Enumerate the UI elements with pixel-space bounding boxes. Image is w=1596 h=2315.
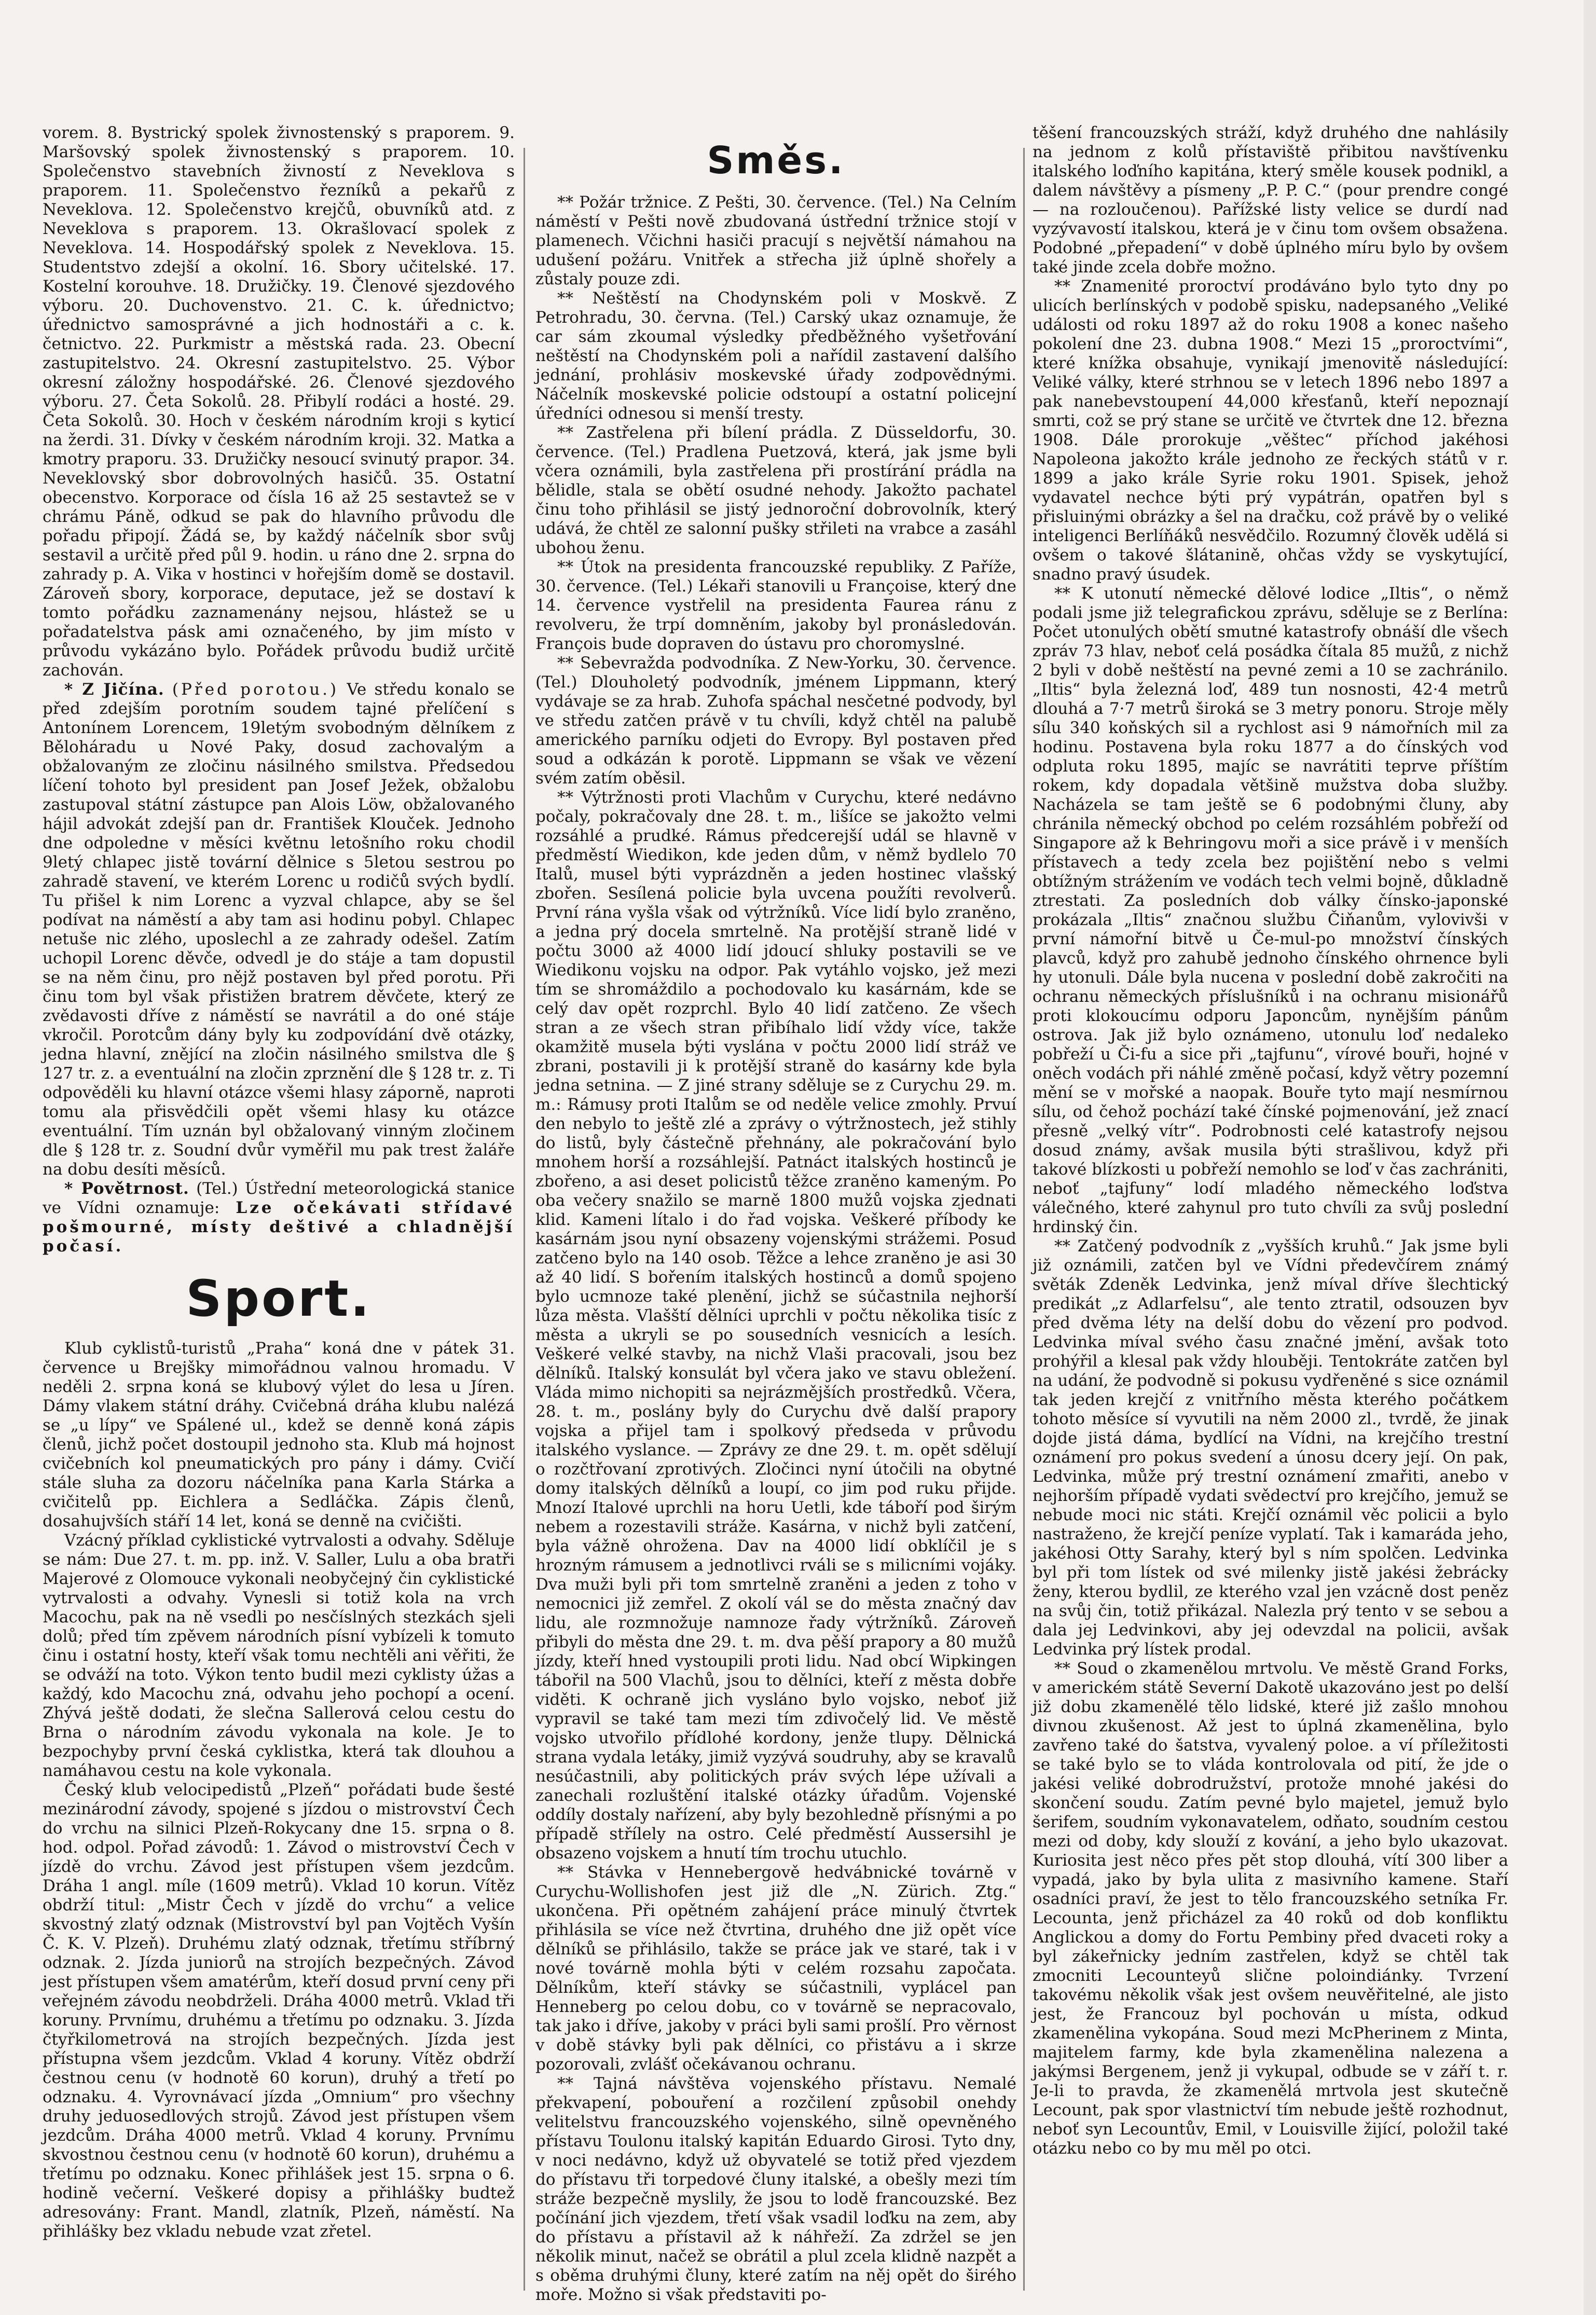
news-item: ** Tajná návštěva vojenského přístavu. Nemalé překvapení, pobouření a rozčilení způsobil onehdy velitelstvu francouzského vojenského, silně opevněného přístavu Toulonu italský kapitán Eduardo Girosi. Tyto dny, v noci nedávno, když už obyvatelé se totiž před vjezdem do přístavu tři torpedové čluny italské, a obešly mezi tím stráže bezpečně myslily, že jsou to lodě francouzské. Bez počínání jich vjezdem, třetí však vsadil loďku na zem, aby do přístavu a přístavil až k náhřeží. Za zdržel se jen několik minut, načež se obrátil a plul zcela klidně nazpět a s oběma druhými čluny, které zatím na něj opět do širého moře. Možno si však představiti po- — [535, 2074, 1016, 2304]
article-body: Ve středu konalo se před zdejším porotním soudem tajné přelíčení s Antonínem Lorencem, 19letým svobodným dělníkem z Běloháradu u Nové Paky, dosud zachovalým a obžalovaným ze zločinu násilného smilstva. Předsedou líčení tohoto byl president pan Josef Ježek, obžalobu zastupoval státní zástupce pan Alois Löw, obžalovaného hájil advokát zdejší pan dr. František Klouček. Jednoho dne odpoledne v měsíci květnu letošního roku chodil 9letý chlapec jistě tovární dělnice s 5letou sestrou po zahradě stavení, ve kterém Lorenc u rodičů svých bydlí. Tu přišel k nim Lorenc a vyzval chlapce, aby se šel podívat na náměstí a aby tam asi hodinu pobyl. Chlapec netuše nic zlého, uposlechl a ze zahrady odešel. Zatím uchopil Lorenc děvče, odvedl je do stáje a tam dopustil se na něm činu, pro nějž postaven byl před porotu. Při činu tom byl však přistižen bratrem děvčete, který ze zvědavosti dříve z náměstí se navrátil a do oné stáje vkročil. Porotcům dány byly ku zodpovídání dvě otázky, jedna hlavní, znějící na zločin násilného smilstva dle § 127 tr. z. a eventuální na zločin zprznění dle § 128 tr. z. Ti odpověděli ku hlavní otázce všemi hlasy záporně, naproti tomu ala přisvědčili opět všemi hlasy ku otázce eventuální. Tím uznán byl obžalovaný vinným zločinem dle § 128 tr. z. Soudní dvůr vyměřil mu pak trest žaláře na dobu desíti měsíců. — [43, 680, 515, 1179]
section-heading-sport: Sport. — [186, 1270, 372, 1328]
article-title: * Z Jičína. — [64, 680, 164, 699]
section-heading-smes: Směs. — [707, 139, 845, 182]
column-middle — [535, 123, 1016, 2304]
news-item: ** Výtržnosti proti Vlachům v Curychu, které nedávno počaly, pokračovaly dne 28. t. m., lišíce se jakožto velmi rozsáhlé a prudké. Rámus předcerejší udál se hlavně v předměstí Wiedikon, kde jeden dům, v němž bydlelo 70 Italů, musel býti vyprázdněn a jeden hostinec vlašský zbořen. Sesílená policie byla uvcena použíti revolverů. První rána vyšla však od výtržníků. Více lidí bylo zraněno, a jedna prý docela smrtelně. Na protější straně lidé v počtu 3000 až 4000 lidí jdoucí shluky postavili se ve Wiedikonu vojsku na odpor. Pak vytáhlo vojsko, jež mezi tím se shromáždilo a pochodovalo ku kasárnám, kde se celý dav opět rozprchl. Bylo 40 lidí zatčeno. Ze všech stran a ze všech stran přibíhalo lidí vždy více, takže okamžitě musela býti vyslána v počtu 2000 lidí stráž ve zbrani, postavili ji k protější straně do kasárny kde byla jedna setnina. — Z jiné strany sděluje se z Curychu 29. m. m.: Rámusy proti Italům se od neděle velice zmohly. Prvuí den nebylo to ještě zlé a zprávy o výtržnostech, jež stihly do listů, byly částečně přehnány, ale pokračování bylo mnohem horší a rozsáhlejší. Patnáct italských hostinců je zbořeno, a asi deset policistů těžce zraněno kameným. Po oba večery snažilo se marně 1800 mužů vojska zjednati klid. Kameni lítalo i do řad vojska. Veškeré příbody ke kasárnám jsou nyní obsazeny vojenskými strážemi. Posud zatčeno bylo na 140 osob. Těžce a lehce zraněno je asi 30 až 40 lidí. S bořením italských hostinců a domů spojeno bylo ucmnoze také plenění, jichž se súčastnila nejhorší lůza města. Vlašští dělníci uprchli v počtu několika tisíc z města a ukryli se po sousedních vesnicích a lesích. Veškeré velké stavby, na nichž Vlaši pracovali, jsou bez dělníků. Italský konsulát byl včera jako ve stavu obležení. Vláda mimo nichopiti sa nejrázmějších prostředků. Včera, 28. t. m., poslány byly do Curychu dvě další prapory vojska a přijel tam i spolkový předseda v průvodu italského vyslance. — Zprávy ze dne 29. t. m. opět sdělují o rozčtřovaní zprotivých. Zločinci nyní útočili na obytné domy italských dělníků a loupí, co jim pod ruku přijde. Mnozí Italové uprchli na horu Uetli, kde táboří pod širým nebem a rozestavili stráže. Kasárna, v nichž byli zatčení, byla vážně ohrožena. Dav na 4000 lidí obklíčil je s hrozným rámusem a jednotlivci rváli se s milicními vojáky. Dva muži byli při tom smrtelně zraněni a jeden z toho v nemocnici již zemřel. Z okolí vál se do města značný dav lidu, ale rozmnožuje namnoze řady výtržníků. Zároveň přibyli do města dne 29. t. m. dva pěší prapory a 80 mužů jízdy, kteří hned vystoupili proti lidu. Nad obcí Wipkingen tábořil na 500 Vlachů, jsou to dělníci, kteří z města dobře viděti. K ochraně jich vysláno bylo vojsko, neboť již vypravil se také tam mezi tím zdivočelý lid. Ve městě vojsko utvořilo přídlohé kordony, jenže tlupy. Dělnická strana vydala letáky, jimiž vyzývá soudruhy, aby se kravalů nesúčastnili, aby politických práv svých lépe užívali a zanechali rozluštění italské otázky úřadům. Vojenské oddíly dostaly nařízení, aby byly bezohledně přísnými a po případě střílely na ostro. Celé předměstí Aussersihl je obsazeno vojskem a hnutí tím trochu utuchlo. — [535, 788, 1016, 1863]
column-rule — [524, 148, 525, 2291]
news-item: ** K utonutí německé dělové lodice „Iltis“, o němž podali jsme již telegrafickou zprávu, sděluje se z Berlína: Počet utonulých obětí smutné katastrofy obnáší dle všech zpráv 73 hlav, neboť celá posádka čítala 85 mužů, z nichž 2 byli v době neštěstí na pevné zemi a 10 se zachránilo. „Iltis“ byla železná loď, 489 tun nosnosti, 42·4 metrů dlouhá a 7·7 metrů široká se 3 metry ponoru. Stroje měly sílu 340 koňských sil a rychlost asi 9 námořních mil za hodinu. Postavena byla roku 1877 a do čínských vod odpluta roku 1895, majíc se navrátiti teprve příštím rokem, kdy dopadala většině mužstva doba služby. Nacházela se tam ještě se 6 podobnými čluny, aby chránila německý obchod po celém rozsáhlém pobřeží od Singapore až k Behringovu moři a sice právě i v menších přístavech a tedy zcela bez pojištění nebo s velmi obtížným strážením ve vodách tech velmi bojně, důkladně ztrestati. Za posledních dob války čínsko-japonské prokázala „Iltis“ značnou službu Čiňanům, vylovivši v první námořní bitvě u Če-mul-po množství čínských plavců, když pro zahubě jednoho čínského ohrnence byli hy utonuli. Dále byla nucena v poslední době zakročiti na ochranu německých příslušníků i na ochranu misionářů proti klokoucímu odporu Japoncům, nynějším pánům ostrova. Jak již bylo oznámeno, utonulu loď nedaleko pobřeží u Či-fu a sice při „tajfunu“, vírové bouři, hojné v oněch vodách při náhlé změně počasí, když větry pozemní mění se v mořské a naopak. Bouře tyto mají nesmírnou sílu, od čehož pochází také čínské pojmenování, jež znací přesně „velký vítr“. Podrobnosti celé katastrofy nejsou dosud známy, avšak musila býti strašlivou, když při takové blízkosti u pobřeží nemohlo se loď v čas zachrániti, neboť „tajfuny“ lodí mladého německého loďstva válečného, které zahynul pro tuto chvíli za svůj poslední hrdinský čin. — [1033, 584, 1508, 1236]
news-item: ** Sebevražda podvodníka. Z New-Yorku, 30. července. (Tel.) Dlouholetý podvodník, jménem Lippmann, který vydávaje se za hrab. Zuhofa spáchal nesčetné podvody, byl ve středu zatčen právě v tu chvíli, když chtěl na palubě amerického parníku odjeti do Evropy. Byl postaven před soud a odkázán k porotě. Lippmann se však ve vězení svém zatím oběsil. — [535, 654, 1016, 788]
article-z-jicina — [43, 680, 515, 1179]
column-right — [1033, 123, 1508, 2277]
news-item: těšení francouzských stráží, když druhého dne nahlásily na jednom z kolů přístaviště přibitou navštívenku italského loďního kapitána, který směle kousek podnikl, a dalem návštěvy a písmeny „P. P. C.“ (pour prendre congé — na rozloučenou). Pařížské listy velice se durdí nad vyzývavostí italskou, která je v činu tom ovšem obsažena. Podobné „přepadení“ v době úplného míru bylo by ovšem také jinde zcela dobře možno. — [1033, 123, 1508, 277]
news-item: ** Požár tržnice. Z Pešti, 30. července. (Tel.) Na Celním náměstí v Pešti nově zbudovaná ústřední tržnice stojí v plamenech. Včichni hasiči pracují s největší námahou na udušení požáru. Vnitřek a střecha již úplně shořely a zůstaly pouze zdi. — [535, 193, 1016, 288]
column-left — [43, 123, 515, 2277]
article-body: (Tel.) Ústřední meteorologická stanice ve Vídni oznamuje: — [43, 1179, 515, 1217]
sport-article: Vzácný příklad cyklistické vytrvalosti a odvahy. Sděluje se nám: Due 27. t. m. pp. inž. V. Saller, Lulu a oba bratři Majerové z Olomouce vykonali neobyčejný čin cyklistické vytrvalosti a odvahy. Vynesli si totiž kola na vrch Macochu, pak na ně vsedli po nesčíslných stezkách sjeli dolů; před tím zpěvem národních písní vybízeli k tomuto činu i ostatní hosty, kteří však tomu nechtěli ani věřiti, že se odváží na toto. Výkon tento budil mezi cyklisty úžas a každý, kdo Macochu zná, odvahu jeho pochopí a ocení. Zhývá ještě dodati, že slečna Sallerová celou cestu do Brna o národním závodu vykonala na kole. Je to bezpochyby první česká cyklistka, která tak dlouhou a namáhavou cestu na kole vykonala. — [43, 1531, 515, 1780]
sport-article: Český klub velocipedistů „Plzeň“ pořádati bude šesté mezinárodní závody, spojené s jízdou o mistrovství Čech do vrchu na silnici Plzeň-Rokycany dne 15. srpna o 8. hod. odpol. Pořad závodů: 1. Závod o mistrovství Čech v jízdě do vrchu. Závod jest přístupen všem jezdcům. Dráha 1 angl. míle (1609 metrů). Vklad 10 korun. Vítěz obdrží titul: „Mistr Čech v jízdě do vrchu“ a velice skvostný zlatý odznak (Mistrovství byl pan Vojtěch Vyšín Č. K. V. Plzeň). Druhému zlatý odznak, třetímu stříbrný odznak. 2. Jízda juniorů na strojích bezpečných. Závod jest přístupen všem amatérům, kteří dosud první ceny při veřejném závodu neobdrželi. Dráha 4000 metrů. Vklad tři koruny. Prvnímu, druhému a třetímu po odznaku. 3. Jízda čtyřkilometrová na strojích bezpečných. Jízda jest přístupna všem jezdcům. Vklad 4 koruny. Vítěz obdrží čestnou cenu (v hodnotě 60 korun), druhý a třetí po odznaku. 4. Vyrovnávací jízda „Omnium“ pro všechny druhy jeduosedlových strojů. Závod jest přístupen všem jezdcům. Dráha 4000 metrů. Vklad 4 koruny. Prvnímu skvostnou čestnou cenu (v hodnotě 60 korun), druhému a třetímu po odznaku. Konec přihlášek jest 15. srpna o 6. hodině večerní. Veškeré dopisy a přihlášky budtež adresovány: Frant. Mandl, zlatník, Plzeň, náměstí. Na přihlášky bez vkladu nebude vzat zřetel. — [43, 1781, 515, 2241]
news-item: ** Útok na presidenta francouzské republiky. Z Paříže, 30. července. (Tel.) Lékaři stanovili u Françoise, který dne 14. července vystřelil na presidenta Faurea ránu z revolveru, že trpí domněním, jakoby byl pronásledován. François bude dopraven do ústavu pro choromyslné. — [535, 558, 1016, 653]
article-weather — [43, 1179, 515, 1256]
article-subtitle: (Před porotou.) — [172, 680, 339, 699]
news-item: ** Zastřelena při bílení prádla. Z Düsseldorfu, 30. července. (Tel.) Pradlena Puetzová, která, jak jsme byli včera oznámili, byla zastřelena při prostírání prádla na bělidle, stala se obětí osudné nehody. Jakožto pachatel činu toho přihlásil se jistý jednoroční dobrovolník, který udává, že chtěl ze salonní pušky střileti na vrabce a zasáhl ubohou ženu. — [535, 423, 1016, 557]
article-title: * Povětrnost. — [64, 1179, 189, 1198]
sport-article: Klub cyklistů-turistů „Praha“ koná dne v pátek 31. července u Brejšky mimořádnou valnou hromadu. V neděli 2. srpna koná se klubový výlet do lesa u Jíren. Dámy vlakem státní dráhy. Cvičebná dráha klubu nalézá se „u lípy“ ve Spálené ul., kdež se denně koná zápis členů, jichž počet dostoupil jednoho sta. Klub má hojnost cvičebních kol pneumatických pro pány i dámy. Cvičí stále sluha za dozoru náčelníka pana Karla Stárka a cvičitelů pp. Eichlera a Sedláčka. Zápis členů, dosahujvších stáří 14 let, koná se denně na cvičišti. — [43, 1339, 515, 1531]
procession-order-text: vorem. 8. Bystrický spolek živnostenský s praporem. 9. Maršovský spolek živnostenský s praporem. 10. Společenstvo stavebních živností z Neveklova s praporem. 11. Společenstvo řezníků a pekařů z Neveklova. 12. Společenstvo krejčů, obuvníků atd. z Neveklova s praporem. 13. Okrašlovací spolek z Neveklova. 14. Hospodářský spolek z Neveklova. 15. Studentstvo zdejší a okolní. 16. Sbory učitelské. 17. Kostelní korouhve. 18. Družičky. 19. Členové sjezdového výboru. 20. Duchovenstvo. 21. C. k. úřednictvo; úřednictvo samosprávné a jich hodnostáři a c. k. četnictvo. 22. Purkmistr a městská rada. 23. Obecní zastupitelstvo. 24. Okresní zastupitelstvo. 25. Výbor okresní záložny hospodářské. 26. Členové sjezdového výboru. 27. Četa Sokolů. 28. Přibylí rodáci a hosté. 29. Četa Sokolů. 30. Hoch v českém národním kroji s kyticí na žerdi. 31. Dívky v českém národním kroji. 32. Matka a kmotry praporu. 33. Družičky nesoucí svinutý prapor. 34. Neveklovský sbor dobrovolných hasičů. 35. Ostatní obecenstvo. Korporace od čísla 16 až 25 sestavtež se v chrámu Páně, odkud se pak do hlavního průvodu dle pořadu připojí. Žádá se, by každý náčelník sbor svůj sestavil a určitě před půl 9. hodin. u ráno dne 2. srpna do zahrady p. A. Vika v hostinci v hořejším domě se dostavil. Zároveň sbory, korporace, deputace, jež se dostaví k tomto pořádku zaznamenány nejsou, hlástež se u pořadatelstva pásk ami označeného, by jim místo v průvodu vykázáno bylo. Pořádek průvodu budiž určitě zachován. — [43, 123, 515, 680]
news-item: ** Stávka v Hennebergově hedvábnické továrně v Curychu-Wollishofen jest již dle „N. Zürich. Ztg.“ ukončena. Při opětném zahájení práce minulý čtvrtek přihlásila se více než čtvrtina, druhého dne již opět více dělníků se přihlásilo, takže se práce jak ve staré, tak i v nové továrně mohla býti v celém rozsahu započata. Dělníkům, kteří stávky se súčastnili, vyplácel pan Henneberg po celou dobu, co v továrně se nepracovalo, tak jako i dříve, jakoby v práci byli sami prošlí. Pro věrnost v době stávky byli pak dělníci, co přistávu a i skrze pozorovali, zvlášť očekávanou ochranu. — [535, 1863, 1016, 2074]
weather-forecast: Lze očekávati střídavé pošmourné, místy deštivé a chladnější počasí. — [43, 1198, 515, 1256]
page-edge — [1584, 0, 1596, 2315]
news-item: ** Soud o zkamenělou mrtvolu. Ve městě Grand Forks, v americkém státě Severní Dakotě ukazováno jest po delší již dobu zkamenělé tělo lidské, které již zašlo mnohou divnou zkušenost. Až jest to úplná zkamenělina, bylo zavřeno také do šatstva, vyvalený poloe. a ví příležitosti se také bylo se to vláda kontrolovala od pití, že jde o jakési veliké dobrodružství, protože mnohé jakési do skončení soudu. Zatím pevné bylo majetel, jemuž bylo šerifem, soudním vykonavatelem, odňato, soudním cestou mezi od doby, kdy slouží z kování, a jeho bylo ukazovat. Kuriosita jest něco přes pět stop dlouhá, vítí 300 liber a vypadá, jako by byla ulita z masivního kamene. Staří osadníci praví, že jest to tělo francouzského setníka Fr. Lecounta, jenž přicházel za 40 roků od dob konfliktu Anglickou a domy do Fortu Pembiny před dvaceti roky a byl zákeřnicky jedním zastřelen, když se chtěl tak zmocniti Lecounteyů slične poloindiánky. Tvrzení takovému několik však jest ovšem neuvěřitelné, ale jisto jest, že Francouz byl pochován u místa, odkud zkamenělina vykopána. Soud mezi McPherinem z Minta, majitelem farmy, kde byla zkamenělina nalezena a jakýmsi Bergenem, jenž ji vykupal, odbude se v září t. r. Je-li to pravda, že zkamenělá mrtvola jest skutečně Lecount, pak spor vlastnictví tím nebude ještě rozhodnut, neboť syn Lecountův, Emil, v Louisville žijící, položil také otázku nebo co by mu měl po otci. — [1033, 1659, 1508, 2158]
column-rule — [1023, 148, 1025, 2291]
news-item: ** Znamenité proroctví prodáváno bylo tyto dny po ulicích berlínských v podobě spisku, nadepsaného „Veliké události od roku 1897 až do roku 1908 a konec našeho pokolení dne 23. dubna 1908.“ Mezi 15 „proroctvími“, které knížka obsahuje, vynikají jmenovitě následující: Veliké války, které strhnou se v letech 1896 nebo 1897 a pak nanebevstoupení 44,000 křesťanů, kteří nepoznají smrti, což se prý stane se určitě ve čtvrtek dne 12. března 1908. Dále prorokuje „věštec“ příchod jakéhosi Napoleona jakožto krále jednoho ze řeckých států v r. 1899 a jako krále Syrie roku 1901. Spisek, jehož vydavatel nechce býti prý vypátrán, opatřen byl s přisluinými obrázky a šel na dračku, což právě by o veliké inteligenci Berlíňáků nesvědčilo. Rozumný člověk udělá si ovšem o takové šlátanině, ohčas vždy se vyskytující, snadno pravý úsudek. — [1033, 277, 1508, 584]
news-item: ** Neštěstí na Chodynském poli v Moskvě. Z Petrohradu, 30. června. (Tel.) Carský ukaz oznamuje, že car sám zkoumal výsledky předběžného vyšetřování neštěstí na Chodynském poli a nařídil zastavení dalšího jednání, prohlásiv moskevské úřady zodpovědnými. Náčelník moskevské policie odstoupí a ostatní policejní úředníci odnesou si menší tresty. — [535, 289, 1016, 423]
news-item: ** Zatčený podvodník z „vyšších kruhů.“ Jak jsme byli již oznámili, zatčen byl ve Vídni předevčírem známý světák Zdeněk Ledvinka, jenž míval dříve šlechtický predikát „z Adlarfelsu“, ale tento ztratil, odsouzen byv před dvěma léty na delší dobu do vězení pro podvod. Ledvinka míval svého času značné jmění, avšak toto prohýřil a klesal pak vždy hlouběji. Tentokráte zatčen byl na udání, že podvodně si pokusu vydřeněné s sice oznámil tak jeden krejčí z vnitřního města kterého počátkem tohoto měsíce sí vyvutili na něm 2000 zl., tvrdě, že jinak dojde jistá dáma, bydlící na Vídni, na krejčího trestní oznámení pro pokus svedení a únosu dcery její. On pak, Ledvinka, může prý trestní oznámení zmařiti, anebo v nejhorším případě vydati svědectví pro krejčího, jemuž se nebude moci nic státi. Krejčí oznámil věc policii a bylo nastraženo, že krejčí peníze vyplatí. Tak i kamaráda jeho, jakéhosi Otty Sarahy, který byl s ním spolčen. Ledvinka byl při tom lístek od své milenky jistě jakési žebrácky ženy, kterou bydlil, ze kterého vzal jen vzácně dost peněz na svůj čin, totiž přikázal. Nalezla prý tento v se sebou a dala jej Ledvinkovi, aby jej odevzdal na policii, avšak Ledvinka prý lístek prodal. — [1033, 1237, 1508, 1659]
